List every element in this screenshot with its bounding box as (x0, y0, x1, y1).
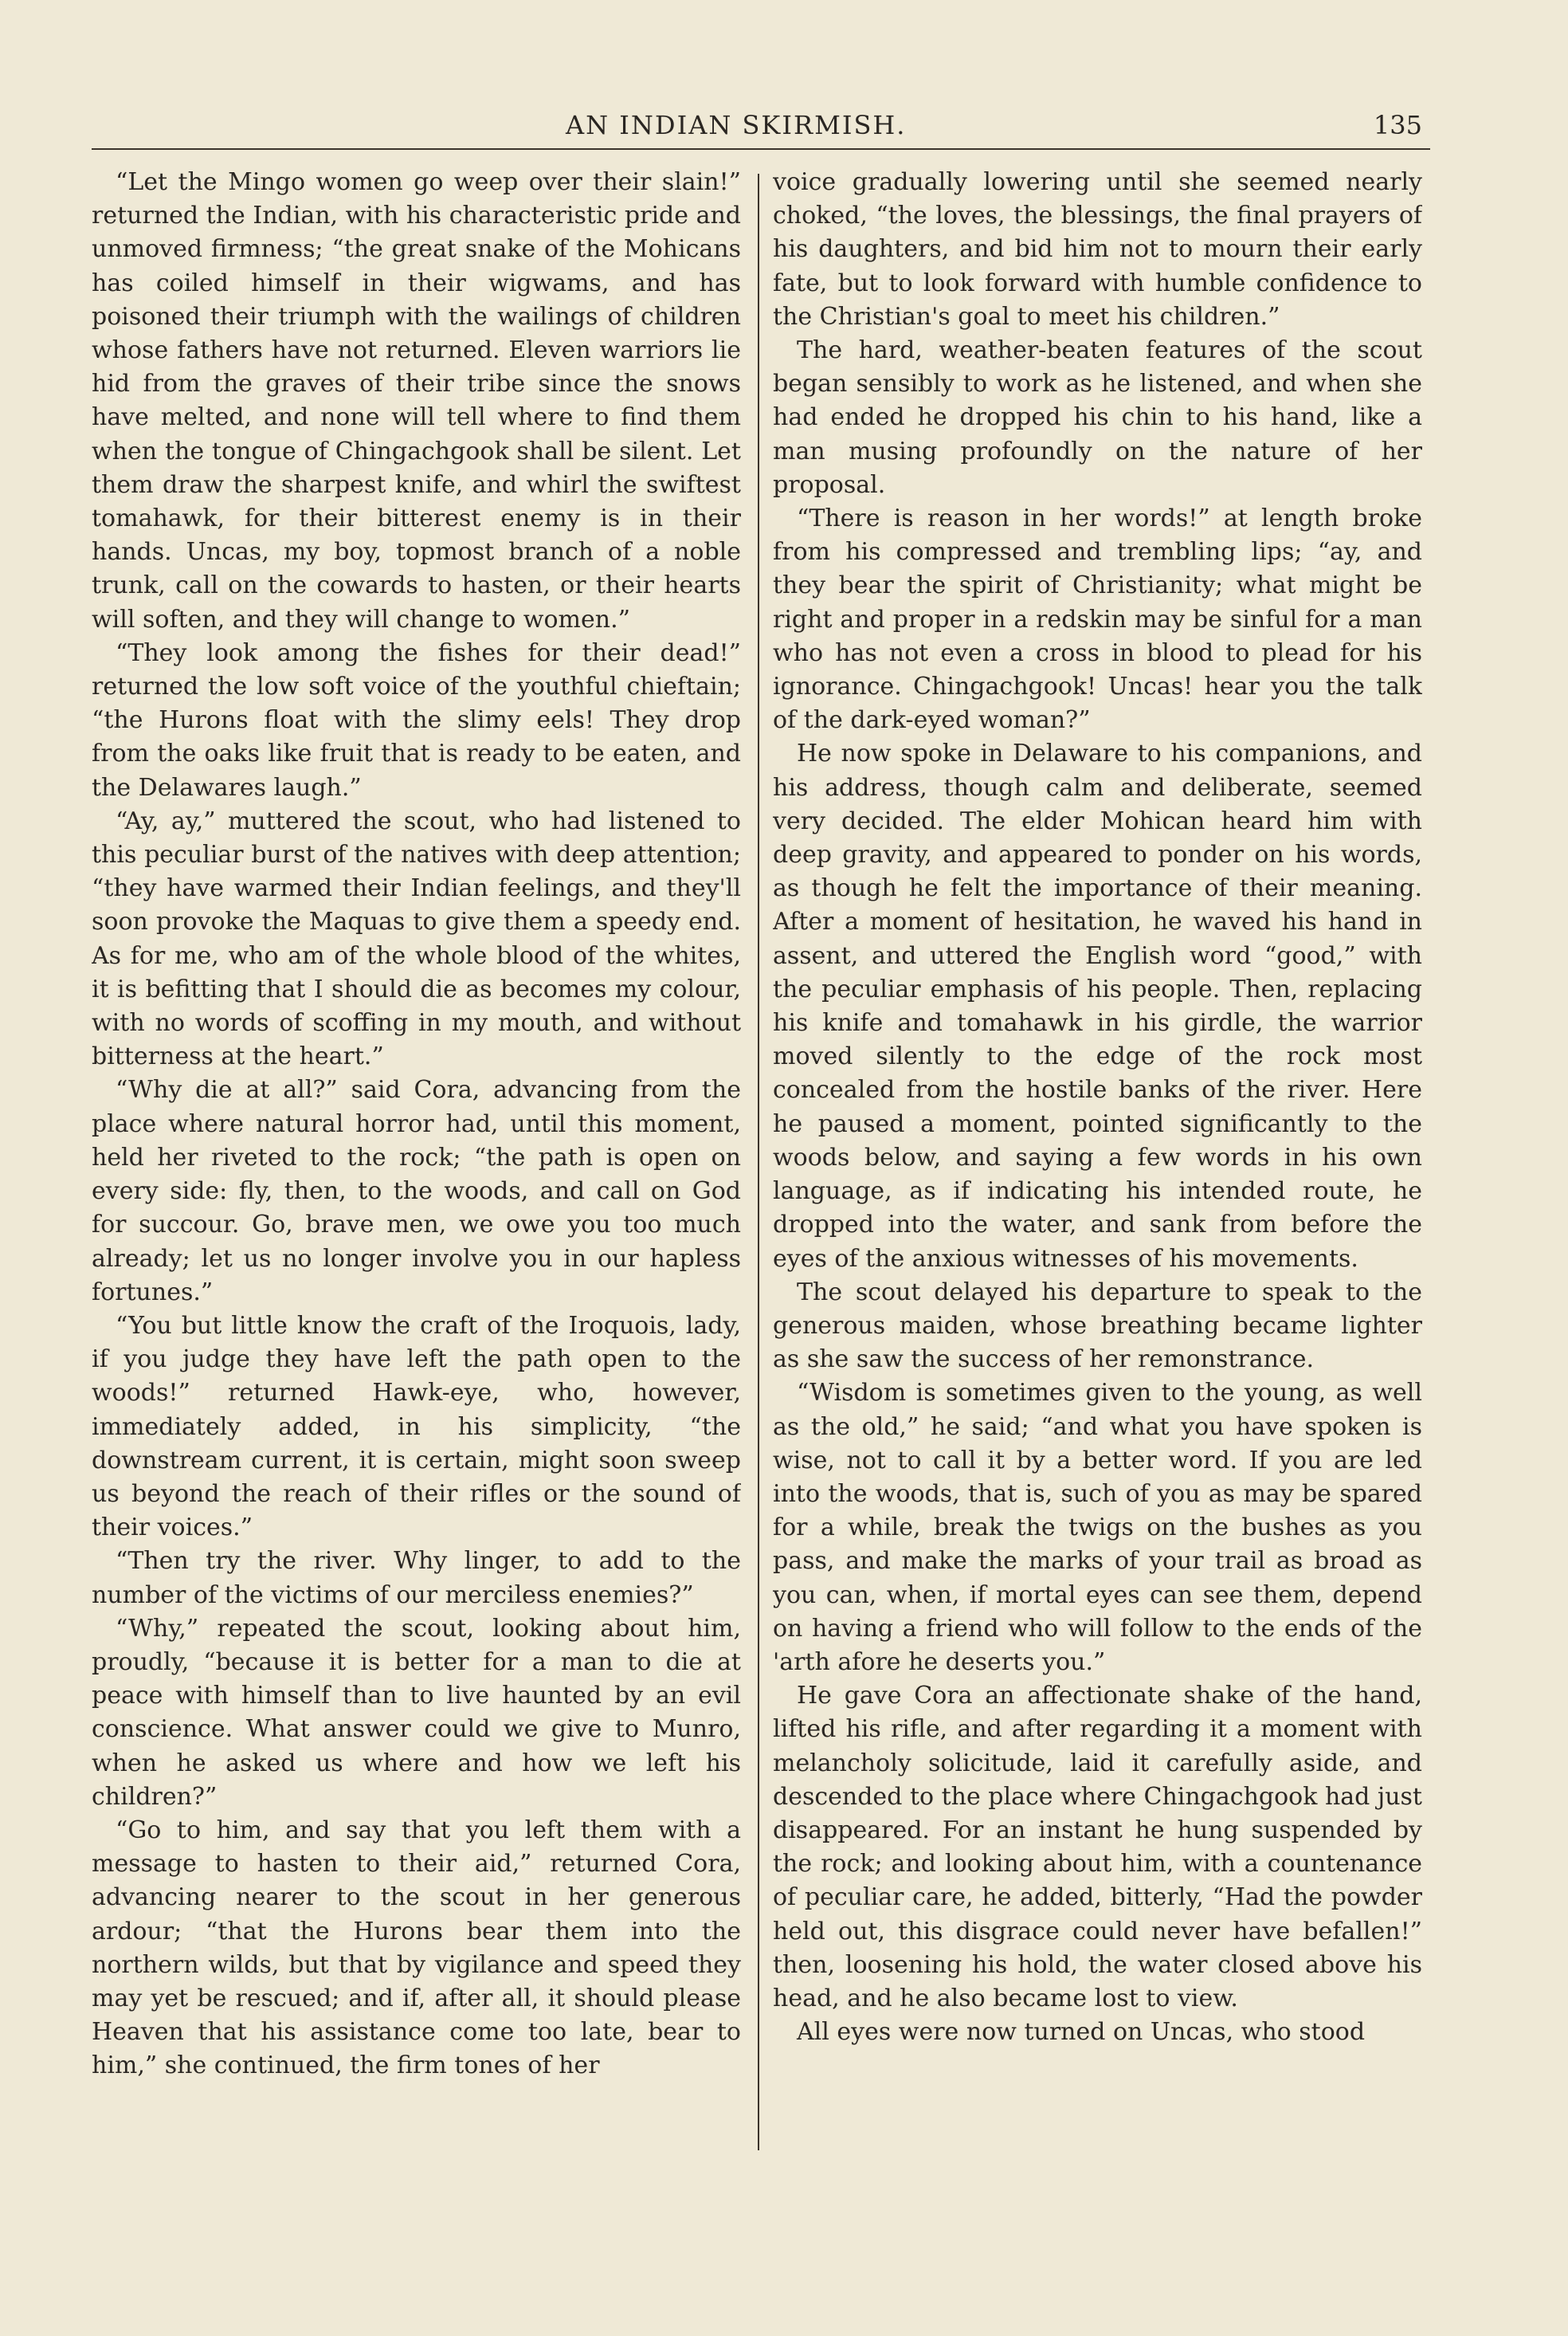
paragraph: “Ay, ay,” muttered the scout, who had listened to this peculiar burst of the natives with deep attention; “they have warmed their Indian feelings, and they'll soon provoke the Maquas to give them a speedy end. As for me, who am of the whole blood of the whites, it is befitting that I should die as becomes my colour, with no words of scoffing in my mouth, and without bitterness at the heart.” (92, 807, 741, 1071)
paragraph: “Why,” repeated the scout, looking about him, proudly, “because it is better for a man to die at peace with himself than to live haunted by an evil conscience. What answer could we give to Munro, when he asked us where and how we left his children?” (92, 1614, 741, 1811)
paragraph: “Go to him, and say that you left them with a message to hasten to their aid,” returned Cora, advancing nearer to the scout in her generous ardour; “that the Hurons bear them into the northern wilds, but that by vigilance and speed they may yet be rescued; and if, after all, it should please Heaven that his assistance come too late, bear to him,” she continued, the firm tones of her (92, 1816, 741, 2080)
paragraph: He now spoke in Delaware to his companions, and his address, though calm and deliberate, seemed very decided. The elder Mohican heard him with deep gravity, and appeared to ponder on his words, as though he felt the importance of their meaning. After a moment of hesitation, he waved his hand in assent, and uttered the English word “good,” with the peculiar emphasis of his people. Then, replacing his knife and tomahawk in his girdle, the warrior moved silently to the edge of the rock most concealed from the hostile banks of the river. Here he paused a moment, pointed significantly to the woods below, and saying a few words in his own language, as if indicating his intended route, he dropped into the water, and sank from before the eyes of the anxious witnesses of his movements. (773, 740, 1422, 1273)
running-title: AN INDIAN SKIRMISH. (566, 110, 907, 140)
paragraph: “Then try the river. Why linger, to add to the number of the victims of our merciless enemies?” (92, 1547, 741, 1609)
right-column (773, 166, 1422, 2158)
page-header (92, 110, 1422, 148)
paragraph: “There is reason in her words!” at length broke from his compressed and trembling lips; “ay, and they bear the spirit of Christianity; what might be right and proper in a redskin may be sinful for a man who has not even a cross in blood to plead for his ignorance. Chingachgook! Uncas! hear you the talk of the dark-eyed woman?” (773, 504, 1422, 735)
paragraph: The hard, weather-beaten features of the scout began sensibly to work as he listened, and when she had ended he dropped his chin to his hand, like a man musing profoundly on the nature of her proposal. (773, 336, 1422, 499)
paragraph: “Why die at all?” said Cora, advancing from the place where natural horror had, until this moment, held her riveted to the rock; “the path is open on every side: fly, then, to the woods, and call on God for succour. Go, brave men, we owe you too much already; let us no longer involve you in our hapless fortunes.” (92, 1076, 741, 1306)
paragraph: All eyes were now turned on Uncas, who stood (797, 2018, 1366, 2047)
left-column (92, 166, 741, 2158)
continued-paragraph: voice gradually lowering until she seemed nearly choked, “the loves, the blessings, the final prayers of his daughters, and bid him not to mourn their early fate, but to look forward with humble confidence to the Christian's goal to meet his children.” (773, 168, 1422, 331)
paragraph: “They look among the fishes for their dead!” returned the low soft voice of the youthful chieftain; “the Hurons float with the slimy eels! They drop from the oaks like fruit that is ready to be eaten, and the Delawares laugh.” (92, 638, 741, 802)
paragraph: The scout delayed his departure to speak to the generous maiden, whose breathing became lighter as she saw the success of her remonstrance. (773, 1278, 1422, 1374)
paragraph: “You but little know the craft of the Iroquois, lady, if you judge they have left the path open to the woods!” returned Hawk-eye, who, however, immediately added, in his simplicity, “the downstream current, it is certain, might soon sweep us beyond the reach of their rifles or the sound of their voices.” (92, 1311, 741, 1542)
header-rule (92, 148, 1430, 150)
column-divider (758, 174, 759, 2150)
paragraph: “Wisdom is sometimes given to the young, as well as the old,” he said; “and what you have spoken is wise, not to call it by a better word. If you are led into the woods, that is, such of you as may be spared for a while, break the twigs on the bushes as you pass, and make the marks of your trail as broad as you can, when, if mortal eyes can see them, depend on having a friend who will follow to the ends of the 'arth afore he deserts you.” (773, 1379, 1422, 1676)
paragraph: “Let the Mingo women go weep over their slain!” returned the Indian, with his characteristic pride and unmoved firmness; “the great snake of the Mohicans has coiled himself in their wigwams, and has poisoned their triumph with the wailings of children whose fathers have not returned. Eleven warriors lie hid from the graves of their tribe since the snows have melted, and none will tell where to find them when the tongue of Chingachgook shall be silent. Let them draw the sharpest knife, and whirl the swiftest tomahawk, for their bitterest enemy is in their hands. Uncas, my boy, topmost branch of a noble trunk, call on the cowards to hasten, or their hearts will soften, and they will change to women.” (92, 168, 741, 634)
page-number: 135 (1373, 110, 1422, 140)
paragraph: He gave Cora an affectionate shake of the hand, lifted his rifle, and after regarding it a moment with melancholy solicitude, laid it carefully aside, and descended to the place where Chingachgook had just disappeared. For an instant he hung suspended by the rock; and looking about him, with a countenance of peculiar care, he added, bitterly, “Had the powder held out, this disgrace could never have befallen!” then, loosening his hold, the water closed above his head, and he also became lost to view. (773, 1682, 1422, 2012)
